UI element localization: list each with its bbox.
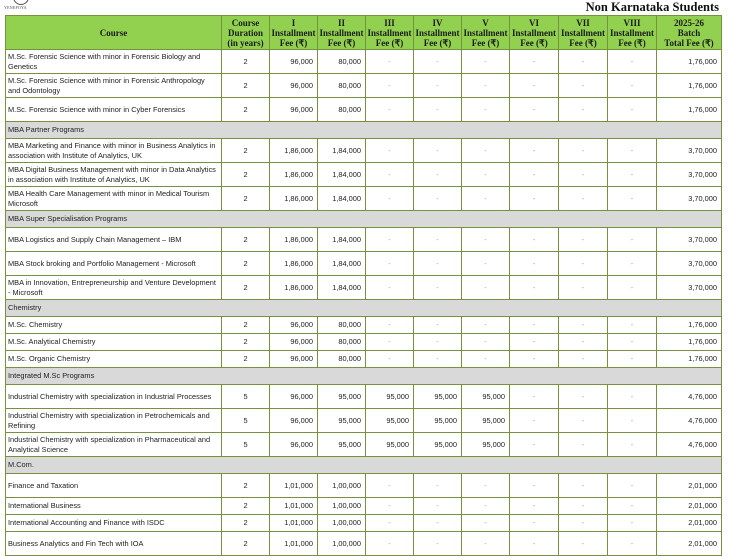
installment-fee-cell: -: [366, 532, 414, 556]
installment-fee-cell: -: [414, 334, 462, 351]
course-row: [6, 228, 722, 252]
installment-fee-cell: 80,000: [318, 98, 366, 122]
installment-fee-cell: 95,000: [318, 385, 366, 409]
course-name-cell: MBA Marketing and Finance with minor in Business Analytics in association with Institute of Analytics, UK: [6, 139, 222, 163]
column-header-line: Installment: [609, 27, 654, 38]
installment-fee-cell: -: [510, 409, 559, 433]
installment-fee-cell: -: [414, 474, 462, 498]
category-label: Chemistry: [6, 300, 722, 317]
column-header-line: Fee (₹): [471, 37, 500, 48]
course-row: [6, 317, 722, 334]
installment-fee-cell: -: [559, 252, 608, 276]
category-label: M.Com.: [6, 457, 722, 474]
installment-fee-cell: 1,86,000: [270, 252, 318, 276]
installment-fee-cell: -: [462, 50, 510, 74]
course-name-cell: Industrial Chemistry with specialization in Pharmaceutical and Analytical Science: [6, 433, 222, 457]
course-row: [6, 409, 722, 433]
installment-fee-cell: -: [366, 163, 414, 187]
installment-fee-cell: 95,000: [366, 385, 414, 409]
duration-cell: 2: [222, 351, 270, 368]
installment-fee-cell: 1,01,000: [270, 474, 318, 498]
total-fee-cell: 2,01,000: [657, 498, 722, 515]
installment-fee-cell: -: [366, 74, 414, 98]
course-name-cell: M.Sc. Forensic Science with minor in Forensic Biology and Genetics: [6, 50, 222, 74]
installment-fee-cell: 95,000: [318, 409, 366, 433]
installment-fee-cell: -: [462, 228, 510, 252]
installment-fee-cell: -: [462, 498, 510, 515]
installment-fee-cell: -: [559, 515, 608, 532]
installment-fee-cell: 96,000: [270, 98, 318, 122]
installment-fee-cell: 1,84,000: [318, 187, 366, 211]
fee-table: [5, 15, 722, 556]
column-header-line: 2025-26: [674, 17, 704, 28]
column-header-line: Duration: [227, 27, 263, 38]
installment-fee-cell: 96,000: [270, 334, 318, 351]
duration-cell: 2: [222, 228, 270, 252]
duration-cell: 2: [222, 334, 270, 351]
course-row: [6, 139, 722, 163]
installment-fee-cell: 1,00,000: [318, 515, 366, 532]
installment-fee-cell: 95,000: [462, 385, 510, 409]
duration-cell: 2: [222, 163, 270, 187]
installment-fee-cell: -: [559, 50, 608, 74]
column-header: [462, 16, 510, 50]
installment-fee-cell: 1,84,000: [318, 228, 366, 252]
total-fee-cell: 2,01,000: [657, 515, 722, 532]
column-header-line: Fee (₹): [520, 37, 548, 48]
installment-fee-cell: 95,000: [462, 409, 510, 433]
installment-fee-cell: -: [414, 276, 462, 300]
installment-fee-cell: 80,000: [318, 50, 366, 74]
column-header-line: VIII: [623, 17, 641, 28]
column-header-line: Installment: [319, 27, 364, 38]
column-header-line: Total Fee (₹): [664, 37, 714, 48]
category-row: [6, 457, 722, 474]
course-name-cell: International Accounting and Finance with ISDC: [6, 515, 222, 532]
installment-fee-cell: -: [462, 317, 510, 334]
installment-fee-cell: -: [510, 50, 559, 74]
total-fee-cell: 1,76,000: [657, 334, 722, 351]
installment-fee-cell: -: [559, 409, 608, 433]
installment-fee-cell: -: [462, 351, 510, 368]
column-header-line: Course: [231, 17, 260, 28]
column-header-line: (in years): [227, 37, 264, 48]
column-header-line: Fee (₹): [569, 37, 597, 48]
installment-fee-cell: -: [559, 98, 608, 122]
installment-fee-cell: 1,86,000: [270, 276, 318, 300]
installment-fee-cell: -: [559, 74, 608, 98]
installment-fee-cell: 96,000: [270, 433, 318, 457]
installment-fee-cell: -: [608, 252, 657, 276]
installment-fee-cell: -: [510, 351, 559, 368]
installment-fee-cell: 1,84,000: [318, 252, 366, 276]
total-fee-cell: 3,70,000: [657, 163, 722, 187]
installment-fee-cell: -: [414, 98, 462, 122]
installment-fee-cell: -: [559, 433, 608, 457]
duration-cell: 2: [222, 74, 270, 98]
installment-fee-cell: -: [510, 139, 559, 163]
category-label: Integrated M.Sc Programs: [6, 368, 722, 385]
university-logo: [4, 0, 40, 13]
installment-fee-cell: -: [462, 163, 510, 187]
column-header: [6, 16, 222, 50]
installment-fee-cell: -: [510, 532, 559, 556]
installment-fee-cell: 95,000: [414, 385, 462, 409]
total-fee-cell: 3,70,000: [657, 252, 722, 276]
installment-fee-cell: -: [559, 317, 608, 334]
installment-fee-cell: 95,000: [366, 409, 414, 433]
installment-fee-cell: 96,000: [270, 409, 318, 433]
installment-fee-cell: -: [366, 474, 414, 498]
installment-fee-cell: -: [608, 351, 657, 368]
course-name-cell: MBA in Innovation, Entrepreneurship and Venture Development - Microsoft: [6, 276, 222, 300]
installment-fee-cell: 1,86,000: [270, 187, 318, 211]
total-fee-cell: 3,70,000: [657, 276, 722, 300]
column-header-line: Fee (₹): [327, 37, 356, 48]
column-header-line: Installment: [415, 27, 460, 38]
installment-fee-cell: -: [414, 74, 462, 98]
column-header-line: Fee (₹): [618, 37, 646, 48]
category-label: MBA Super Specialisation Programs: [6, 211, 722, 228]
installment-fee-cell: -: [462, 74, 510, 98]
installment-fee-cell: 1,86,000: [270, 139, 318, 163]
installment-fee-cell: 95,000: [414, 433, 462, 457]
installment-fee-cell: -: [414, 515, 462, 532]
column-header-line: V: [482, 17, 489, 28]
course-row: [6, 498, 722, 515]
installment-fee-cell: -: [462, 139, 510, 163]
duration-cell: 2: [222, 50, 270, 74]
duration-cell: 2: [222, 515, 270, 532]
course-name-cell: M.Sc. Forensic Science with minor in Cyber Forensics: [6, 98, 222, 122]
column-header-line: Batch: [677, 27, 701, 38]
installment-fee-cell: -: [414, 317, 462, 334]
column-header-line: VII: [576, 17, 590, 28]
course-name-cell: M.Sc. Chemistry: [6, 317, 222, 334]
installment-fee-cell: 96,000: [270, 50, 318, 74]
column-header: [222, 16, 270, 50]
installment-fee-cell: -: [366, 50, 414, 74]
installment-fee-cell: 96,000: [270, 317, 318, 334]
installment-fee-cell: -: [608, 139, 657, 163]
duration-cell: 2: [222, 474, 270, 498]
installment-fee-cell: -: [608, 317, 657, 334]
installment-fee-cell: -: [510, 385, 559, 409]
installment-fee-cell: -: [462, 334, 510, 351]
installment-fee-cell: -: [608, 50, 657, 74]
category-label: MBA Partner Programs: [6, 122, 722, 139]
column-header-line: III: [384, 17, 395, 28]
installment-fee-cell: 80,000: [318, 317, 366, 334]
installment-fee-cell: -: [462, 276, 510, 300]
duration-cell: 2: [222, 252, 270, 276]
installment-fee-cell: 95,000: [366, 433, 414, 457]
installment-fee-cell: -: [559, 228, 608, 252]
installment-fee-cell: -: [608, 228, 657, 252]
course-name-cell: International Business: [6, 498, 222, 515]
page-heading: Non Karnataka Students: [585, 0, 719, 14]
column-header: [608, 16, 657, 50]
course-name-cell: Business Analytics and Fin Tech with IOA: [6, 532, 222, 556]
installment-fee-cell: -: [559, 498, 608, 515]
course-name-cell: M.Sc. Analytical Chemistry: [6, 334, 222, 351]
course-row: [6, 515, 722, 532]
column-header-line: Installment: [367, 27, 412, 38]
installment-fee-cell: -: [414, 163, 462, 187]
installment-fee-cell: 1,86,000: [270, 163, 318, 187]
course-row: [6, 433, 722, 457]
installment-fee-cell: -: [462, 187, 510, 211]
course-row: [6, 187, 722, 211]
course-row: [6, 276, 722, 300]
column-header-line: Installment: [271, 27, 316, 38]
category-row: [6, 211, 722, 228]
installment-fee-cell: 1,86,000: [270, 228, 318, 252]
installment-fee-cell: -: [510, 515, 559, 532]
installment-fee-cell: -: [366, 498, 414, 515]
column-header-line: Fee (₹): [423, 37, 452, 48]
installment-fee-cell: -: [414, 50, 462, 74]
duration-cell: 2: [222, 139, 270, 163]
installment-fee-cell: -: [414, 228, 462, 252]
course-row: [6, 532, 722, 556]
duration-cell: 2: [222, 532, 270, 556]
duration-cell: 2: [222, 498, 270, 515]
installment-fee-cell: 1,00,000: [318, 474, 366, 498]
installment-fee-cell: 1,84,000: [318, 163, 366, 187]
installment-fee-cell: 96,000: [270, 385, 318, 409]
installment-fee-cell: 96,000: [270, 74, 318, 98]
course-name-cell: M.Sc. Forensic Science with minor in Forensic Anthropology and Odontology: [6, 74, 222, 98]
installment-fee-cell: -: [559, 334, 608, 351]
installment-fee-cell: -: [366, 317, 414, 334]
installment-fee-cell: -: [414, 187, 462, 211]
total-fee-cell: 4,76,000: [657, 385, 722, 409]
installment-fee-cell: -: [510, 433, 559, 457]
column-header: [510, 16, 559, 50]
course-name-cell: Finance and Taxation: [6, 474, 222, 498]
total-fee-cell: 4,76,000: [657, 433, 722, 457]
duration-cell: 2: [222, 187, 270, 211]
course-name-cell: MBA Digital Business Management with minor in Data Analytics in association with Institute of Analytics, UK: [6, 163, 222, 187]
installment-fee-cell: -: [510, 228, 559, 252]
course-name-cell: Industrial Chemistry with specialization in Petrochemicals and Refining: [6, 409, 222, 433]
installment-fee-cell: 1,01,000: [270, 498, 318, 515]
installment-fee-cell: -: [414, 498, 462, 515]
installment-fee-cell: 1,84,000: [318, 276, 366, 300]
installment-fee-cell: -: [608, 474, 657, 498]
duration-cell: 5: [222, 409, 270, 433]
installment-fee-cell: -: [462, 532, 510, 556]
installment-fee-cell: -: [608, 163, 657, 187]
course-row: [6, 252, 722, 276]
course-name-cell: MBA Health Care Management with minor in Medical Tourism Microsoft: [6, 187, 222, 211]
installment-fee-cell: -: [366, 276, 414, 300]
installment-fee-cell: -: [608, 276, 657, 300]
installment-fee-cell: -: [608, 385, 657, 409]
course-row: [6, 385, 722, 409]
installment-fee-cell: 96,000: [270, 351, 318, 368]
installment-fee-cell: -: [559, 385, 608, 409]
table-header-row: [6, 16, 722, 50]
column-header-line: Course: [99, 27, 128, 38]
installment-fee-cell: -: [510, 276, 559, 300]
total-fee-cell: 1,76,000: [657, 317, 722, 334]
installment-fee-cell: -: [366, 334, 414, 351]
installment-fee-cell: -: [366, 228, 414, 252]
column-header: [366, 16, 414, 50]
total-fee-cell: 2,01,000: [657, 532, 722, 556]
total-fee-cell: 3,70,000: [657, 139, 722, 163]
installment-fee-cell: 1,01,000: [270, 515, 318, 532]
installment-fee-cell: -: [559, 163, 608, 187]
installment-fee-cell: 1,01,000: [270, 532, 318, 556]
installment-fee-cell: -: [608, 334, 657, 351]
installment-fee-cell: 80,000: [318, 74, 366, 98]
installment-fee-cell: -: [608, 532, 657, 556]
total-fee-cell: 1,76,000: [657, 98, 722, 122]
course-row: [6, 98, 722, 122]
installment-fee-cell: 1,00,000: [318, 498, 366, 515]
duration-cell: 2: [222, 317, 270, 334]
column-header-line: VI: [528, 17, 539, 28]
total-fee-cell: 1,76,000: [657, 74, 722, 98]
category-row: [6, 122, 722, 139]
installment-fee-cell: -: [366, 98, 414, 122]
installment-fee-cell: -: [510, 74, 559, 98]
installment-fee-cell: 1,00,000: [318, 532, 366, 556]
course-name-cell: M.Sc. Organic Chemistry: [6, 351, 222, 368]
total-fee-cell: 1,76,000: [657, 50, 722, 74]
installment-fee-cell: -: [510, 187, 559, 211]
column-header-line: Installment: [463, 27, 508, 38]
installment-fee-cell: -: [462, 515, 510, 532]
installment-fee-cell: 95,000: [414, 409, 462, 433]
installment-fee-cell: -: [559, 187, 608, 211]
installment-fee-cell: -: [608, 498, 657, 515]
installment-fee-cell: 1,84,000: [318, 139, 366, 163]
column-header-line: I: [291, 17, 296, 28]
installment-fee-cell: -: [414, 139, 462, 163]
installment-fee-cell: -: [510, 252, 559, 276]
installment-fee-cell: -: [608, 187, 657, 211]
installment-fee-cell: -: [366, 139, 414, 163]
column-header-line: Installment: [560, 27, 605, 38]
duration-cell: 2: [222, 276, 270, 300]
installment-fee-cell: -: [510, 334, 559, 351]
course-row: [6, 50, 722, 74]
duration-cell: 5: [222, 433, 270, 457]
total-fee-cell: 2,01,000: [657, 474, 722, 498]
column-header-line: Installment: [511, 27, 556, 38]
installment-fee-cell: -: [559, 474, 608, 498]
course-name-cell: MBA Logistics and Supply Chain Management – IBM: [6, 228, 222, 252]
column-header: [318, 16, 366, 50]
installment-fee-cell: 95,000: [318, 433, 366, 457]
installment-fee-cell: -: [462, 474, 510, 498]
logo-text: YENEPOYA: [4, 5, 27, 10]
total-fee-cell: 3,70,000: [657, 228, 722, 252]
course-name-cell: Industrial Chemistry with specialization in Industrial Processes: [6, 385, 222, 409]
column-header-line: Fee (₹): [279, 37, 308, 48]
installment-fee-cell: -: [510, 474, 559, 498]
course-row: [6, 74, 722, 98]
total-fee-cell: 1,76,000: [657, 351, 722, 368]
installment-fee-cell: -: [366, 515, 414, 532]
course-row: [6, 163, 722, 187]
installment-fee-cell: -: [414, 252, 462, 276]
column-header-line: IV: [432, 17, 443, 28]
installment-fee-cell: -: [414, 532, 462, 556]
installment-fee-cell: 80,000: [318, 334, 366, 351]
course-name-cell: MBA Stock broking and Portfolio Management - Microsoft: [6, 252, 222, 276]
installment-fee-cell: -: [608, 433, 657, 457]
installment-fee-cell: -: [608, 515, 657, 532]
installment-fee-cell: -: [608, 98, 657, 122]
total-fee-cell: 4,76,000: [657, 409, 722, 433]
table-body: [6, 50, 722, 556]
installment-fee-cell: 80,000: [318, 351, 366, 368]
installment-fee-cell: -: [608, 409, 657, 433]
total-fee-cell: 3,70,000: [657, 187, 722, 211]
installment-fee-cell: -: [462, 98, 510, 122]
installment-fee-cell: -: [366, 252, 414, 276]
column-header: [657, 16, 722, 50]
installment-fee-cell: -: [510, 163, 559, 187]
installment-fee-cell: -: [366, 351, 414, 368]
duration-cell: 5: [222, 385, 270, 409]
course-row: [6, 474, 722, 498]
installment-fee-cell: -: [559, 276, 608, 300]
installment-fee-cell: -: [510, 98, 559, 122]
installment-fee-cell: -: [608, 74, 657, 98]
installment-fee-cell: -: [559, 351, 608, 368]
installment-fee-cell: -: [462, 252, 510, 276]
category-row: [6, 368, 722, 385]
column-header: [414, 16, 462, 50]
installment-fee-cell: 95,000: [462, 433, 510, 457]
category-row: [6, 300, 722, 317]
duration-cell: 2: [222, 98, 270, 122]
column-header-line: II: [337, 17, 345, 28]
installment-fee-cell: -: [510, 498, 559, 515]
installment-fee-cell: -: [414, 351, 462, 368]
column-header: [270, 16, 318, 50]
installment-fee-cell: -: [559, 139, 608, 163]
installment-fee-cell: -: [559, 532, 608, 556]
installment-fee-cell: -: [366, 187, 414, 211]
column-header-line: Fee (₹): [375, 37, 404, 48]
course-row: [6, 334, 722, 351]
column-header: [559, 16, 608, 50]
installment-fee-cell: -: [510, 317, 559, 334]
course-row: [6, 351, 722, 368]
